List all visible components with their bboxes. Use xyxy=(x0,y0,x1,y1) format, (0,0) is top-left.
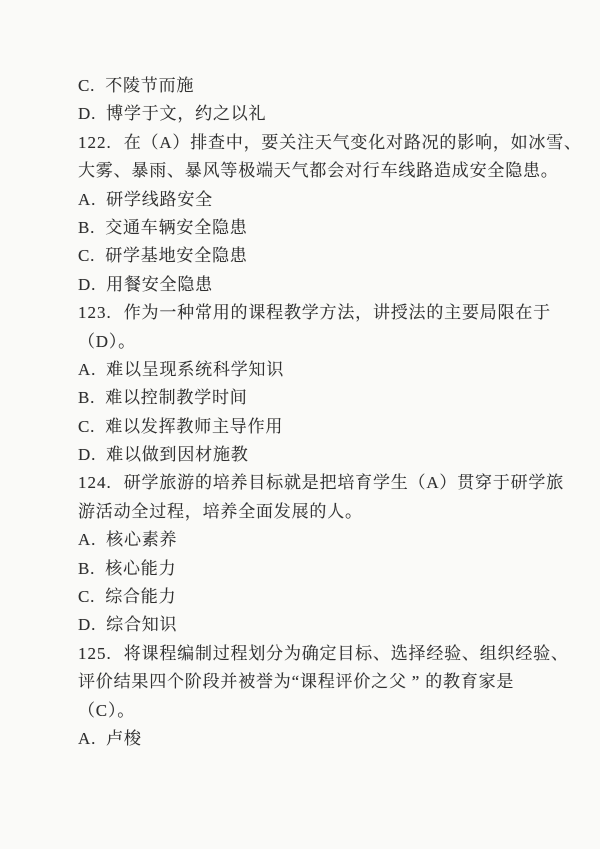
document-body xyxy=(78,72,582,753)
option-line xyxy=(78,384,570,412)
option-label: A. xyxy=(78,189,97,209)
option-line xyxy=(78,526,570,554)
question-123 xyxy=(78,299,570,469)
option-line xyxy=(78,413,570,441)
option-line xyxy=(78,725,570,753)
option-line xyxy=(78,611,570,639)
question-stem-line xyxy=(78,640,570,668)
option-text: 卢梭 xyxy=(106,728,142,748)
question-125 xyxy=(78,640,570,754)
option-label: B. xyxy=(78,388,96,408)
question-stem-text: 研学旅游的培养目标就是把培育学生（A）贯穿于研学旅 xyxy=(123,473,565,493)
question-stem-text: 评价结果四个阶段并被誉为“课程评价之父 ” 的教育家是 xyxy=(78,672,515,692)
option-text: 难以控制教学时间 xyxy=(105,388,248,408)
option-text: 研学基地安全隐患 xyxy=(105,246,248,266)
option-text: 难以发挥教师主导作用 xyxy=(105,416,284,436)
question-stem-line xyxy=(78,498,570,526)
question-partial xyxy=(78,72,570,129)
question-number: 123. xyxy=(78,303,112,323)
option-label: D. xyxy=(78,104,97,124)
question-number: 122. xyxy=(78,132,112,152)
question-stem-text: 在（A）排查中，要关注天气变化对路况的影响，如冰雪、 xyxy=(123,132,582,152)
option-text: 交通车辆安全隐患 xyxy=(105,217,248,237)
option-text: 难以做到因材施教 xyxy=(106,445,249,465)
option-label: D. xyxy=(78,274,97,294)
question-stem-line xyxy=(78,157,570,185)
option-text: 博学于文，约之以礼 xyxy=(106,104,267,124)
option-text: 研学线路安全 xyxy=(106,189,213,209)
question-number: 125. xyxy=(78,643,112,663)
option-text: 核心素养 xyxy=(106,530,178,550)
option-line xyxy=(78,186,570,214)
option-text: 核心能力 xyxy=(105,558,177,578)
option-line xyxy=(78,555,570,583)
question-stem-text: 大雾、暴雨、暴风等极端天气都会对行车线路造成安全隐患。 xyxy=(78,161,559,181)
option-text: 不陵节而施 xyxy=(105,76,195,95)
option-label: D. xyxy=(78,445,97,465)
option-label: C. xyxy=(78,587,96,607)
question-stem-line xyxy=(78,469,570,497)
option-label: D. xyxy=(78,615,97,635)
option-line xyxy=(78,242,570,270)
option-text: 难以呈现系统科学知识 xyxy=(106,359,285,379)
option-label: B. xyxy=(78,558,96,578)
question-stem-text: （C）。 xyxy=(78,700,136,720)
option-label: A. xyxy=(78,530,97,550)
question-stem-line xyxy=(78,328,570,356)
question-stem-line xyxy=(78,129,582,157)
option-label: C. xyxy=(78,416,96,436)
question-number: 124. xyxy=(78,473,112,493)
option-line xyxy=(78,583,570,611)
option-text: 用餐安全隐患 xyxy=(106,274,213,294)
question-stem-text: （D）。 xyxy=(78,331,136,351)
option-text: 综合知识 xyxy=(106,615,178,635)
question-stem-line xyxy=(78,299,570,327)
question-stem-text: 将课程编制过程划分为确定目标、选择经验、组织经验、 xyxy=(123,643,569,663)
option-text: 综合能力 xyxy=(105,587,177,607)
option-label: A. xyxy=(78,359,97,379)
question-stem-text: 游活动全过程，培养全面发展的人。 xyxy=(78,501,363,521)
question-124 xyxy=(78,469,570,639)
option-line xyxy=(78,72,570,100)
option-label: C. xyxy=(78,246,96,266)
option-label: B. xyxy=(78,217,96,237)
question-stem-text: 作为一种常用的课程教学方法，讲授法的主要局限在于 xyxy=(123,303,551,323)
option-label: C. xyxy=(78,76,96,95)
question-stem-line xyxy=(78,668,570,696)
option-line xyxy=(78,214,570,242)
option-line xyxy=(78,441,570,469)
option-line xyxy=(78,271,570,299)
option-line xyxy=(78,356,570,384)
question-122 xyxy=(78,129,582,299)
option-label: A. xyxy=(78,728,97,748)
option-line xyxy=(78,100,570,128)
question-stem-line xyxy=(78,697,570,725)
